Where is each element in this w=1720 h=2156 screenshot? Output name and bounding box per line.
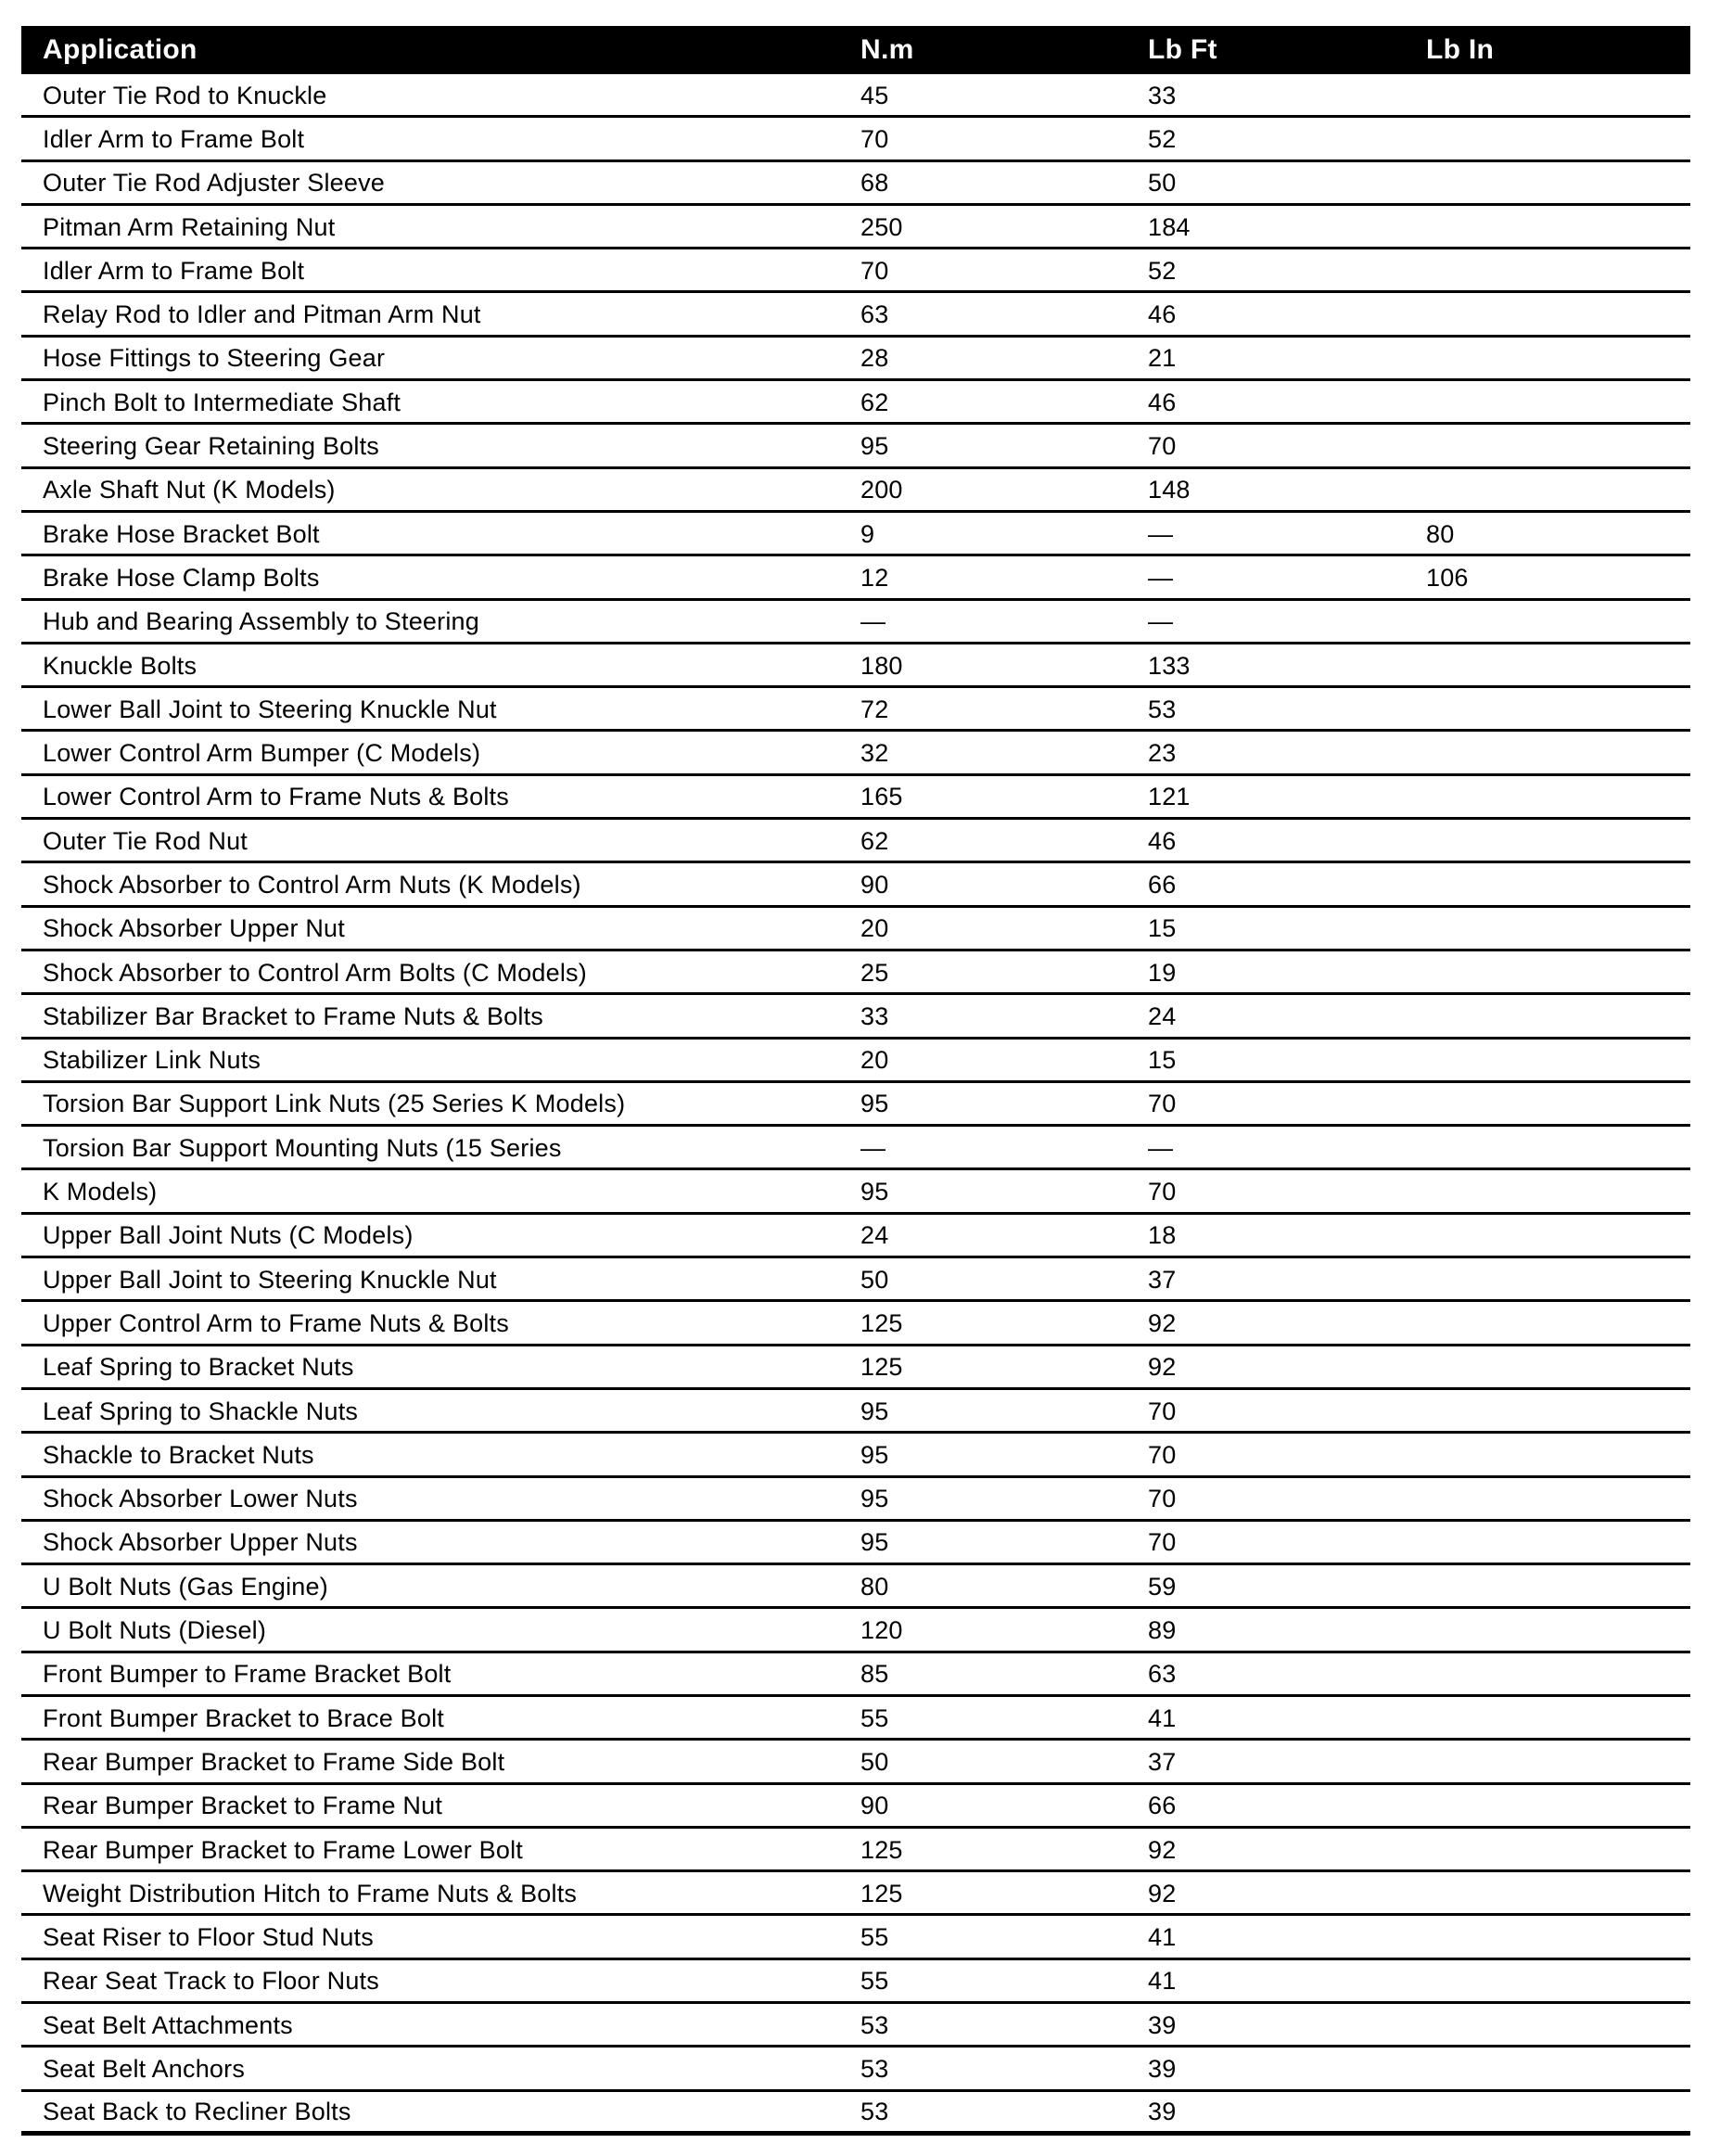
table-row	[21, 2004, 1690, 2048]
nm-value-cell: 95	[860, 1178, 889, 1206]
lbft-value-cell: 41	[1148, 1923, 1177, 1952]
nm-value-cell: 55	[860, 1703, 889, 1732]
lbft-value-cell: 70	[1148, 1440, 1177, 1469]
application-cell: Seat Riser to Floor Stud Nuts	[43, 1923, 374, 1952]
lbft-value-cell: 24	[1148, 1001, 1177, 1030]
lbft-value-cell: 70	[1148, 1090, 1177, 1118]
table-row	[21, 338, 1690, 381]
table-row	[21, 381, 1690, 425]
nm-value-cell: —	[860, 607, 886, 636]
lbft-value-cell: 46	[1148, 300, 1177, 329]
lbft-value-cell: 46	[1148, 388, 1177, 416]
table-body	[21, 74, 1690, 2136]
lbft-value-cell: 92	[1148, 1835, 1177, 1864]
nm-value-cell: 95	[860, 1485, 889, 1513]
table-row	[21, 951, 1690, 995]
application-cell: Seat Belt Anchors	[43, 2055, 246, 2083]
table-row	[21, 1390, 1690, 1434]
lbft-value-cell: 53	[1148, 695, 1177, 723]
application-cell: Leaf Spring to Shackle Nuts	[43, 1397, 359, 1425]
nm-value-cell: 120	[860, 1616, 903, 1645]
nm-value-cell: 250	[860, 212, 903, 241]
lbft-value-cell: 18	[1148, 1221, 1177, 1250]
nm-value-cell: 180	[860, 651, 903, 680]
table-row	[21, 863, 1690, 907]
table-row	[21, 1785, 1690, 1829]
nm-value-cell: 20	[860, 914, 889, 943]
table-row	[21, 2092, 1690, 2136]
application-cell: Lower Control Arm to Frame Nuts & Bolts	[43, 783, 509, 811]
application-cell: Relay Rod to Idler and Pitman Arm Nut	[43, 300, 481, 329]
nm-value-cell: 90	[860, 870, 889, 899]
lbft-value-cell: 184	[1148, 212, 1191, 241]
table-row	[21, 1609, 1690, 1652]
application-cell: Weight Distribution Hitch to Frame Nuts & Bolts	[43, 1879, 578, 1907]
table-row	[21, 908, 1690, 951]
table-row	[21, 1522, 1690, 1565]
table-row	[21, 1083, 1690, 1127]
lbft-value-cell: 39	[1148, 2055, 1177, 2083]
application-cell: Torsion Bar Support Mounting Nuts (15 Series	[43, 1133, 562, 1162]
application-cell: K Models)	[43, 1178, 158, 1206]
nm-value-cell: 125	[860, 1879, 903, 1907]
nm-value-cell: 50	[860, 1747, 889, 1776]
table-row	[21, 1258, 1690, 1302]
nm-value-cell: 200	[860, 476, 903, 504]
table-row	[21, 688, 1690, 732]
nm-value-cell: 20	[860, 1046, 889, 1075]
table-row	[21, 1434, 1690, 1477]
application-cell: U Bolt Nuts (Gas Engine)	[43, 1572, 328, 1601]
lbft-value-cell: 89	[1148, 1616, 1177, 1645]
table-row	[21, 1829, 1690, 1872]
nm-value-cell: 95	[860, 1397, 889, 1425]
lbft-value-cell: 92	[1148, 1879, 1177, 1907]
lbft-value-cell: 39	[1148, 2010, 1177, 2039]
table-row	[21, 820, 1690, 863]
lbft-value-cell: 70	[1148, 432, 1177, 461]
table-row	[21, 995, 1690, 1039]
application-cell: Axle Shaft Nut (K Models)	[43, 476, 336, 504]
lbft-value-cell: 41	[1148, 1703, 1177, 1732]
lbft-value-cell: 70	[1148, 1178, 1177, 1206]
nm-value-cell: 53	[860, 2010, 889, 2039]
nm-value-cell: 70	[860, 124, 889, 153]
lbft-value-cell: 66	[1148, 1792, 1177, 1820]
application-cell: Brake Hose Bracket Bolt	[43, 519, 320, 548]
table-row	[21, 206, 1690, 249]
lbft-value-cell: 19	[1148, 958, 1177, 987]
table-row	[21, 1916, 1690, 1959]
table-row	[21, 425, 1690, 468]
application-cell: Shock Absorber to Control Arm Nuts (K Models)	[43, 870, 581, 899]
nm-value-cell: 125	[860, 1835, 903, 1864]
nm-value-cell: —	[860, 1133, 886, 1162]
lbin-value-cell: 106	[1426, 563, 1469, 592]
table-row	[21, 1478, 1690, 1522]
lbft-value-cell: 21	[1148, 344, 1177, 373]
application-cell: Front Bumper to Frame Bracket Bolt	[43, 1660, 452, 1689]
table-row	[21, 1170, 1690, 1214]
application-cell: Shock Absorber Upper Nut	[43, 914, 345, 943]
column-header-lbin: Lb In	[1426, 34, 1495, 65]
application-cell: U Bolt Nuts (Diesel)	[43, 1616, 267, 1645]
lbft-value-cell: 148	[1148, 476, 1191, 504]
table-row	[21, 513, 1690, 556]
lbin-value-cell: 80	[1426, 519, 1455, 548]
lbft-value-cell: 37	[1148, 1265, 1177, 1294]
table-row	[21, 1302, 1690, 1346]
table-row	[21, 732, 1690, 775]
nm-value-cell: 125	[860, 1353, 903, 1382]
table-row	[21, 1127, 1690, 1170]
application-cell: Rear Bumper Bracket to Frame Side Bolt	[43, 1747, 505, 1776]
table-row	[21, 1565, 1690, 1609]
nm-value-cell: 95	[860, 1090, 889, 1118]
nm-value-cell: 62	[860, 388, 889, 416]
application-cell: Steering Gear Retaining Bolts	[43, 432, 379, 461]
lbft-value-cell: 66	[1148, 870, 1177, 899]
lbft-value-cell: 70	[1148, 1397, 1177, 1425]
lbft-value-cell: 37	[1148, 1747, 1177, 1776]
nm-value-cell: 33	[860, 1001, 889, 1030]
application-cell: Pitman Arm Retaining Nut	[43, 212, 336, 241]
application-cell: Shock Absorber to Control Arm Bolts (C Models)	[43, 958, 587, 987]
application-cell: Brake Hose Clamp Bolts	[43, 563, 320, 592]
table-row	[21, 162, 1690, 206]
application-cell: Rear Bumper Bracket to Frame Lower Bolt	[43, 1835, 523, 1864]
lbft-value-cell: —	[1148, 607, 1174, 636]
table-row	[21, 776, 1690, 820]
nm-value-cell: 63	[860, 300, 889, 329]
lbft-value-cell: 121	[1148, 783, 1191, 811]
application-cell: Upper Control Arm to Frame Nuts & Bolts	[43, 1308, 509, 1337]
application-cell: Rear Seat Track to Floor Nuts	[43, 1967, 379, 1996]
nm-value-cell: 95	[860, 1440, 889, 1469]
table-row	[21, 1872, 1690, 1916]
table-row	[21, 1040, 1690, 1083]
table-row	[21, 74, 1690, 118]
application-cell: Rear Bumper Bracket to Frame Nut	[43, 1792, 443, 1820]
lbft-value-cell: 92	[1148, 1308, 1177, 1337]
nm-value-cell: 50	[860, 1265, 889, 1294]
application-cell: Hose Fittings to Steering Gear	[43, 344, 386, 373]
lbft-value-cell: 41	[1148, 1967, 1177, 1996]
lbft-value-cell: 52	[1148, 256, 1177, 285]
table-row	[21, 249, 1690, 293]
table-row	[21, 1215, 1690, 1258]
column-header-lbft: Lb Ft	[1148, 34, 1217, 65]
nm-value-cell: 95	[860, 432, 889, 461]
lbft-value-cell: —	[1148, 563, 1174, 592]
nm-value-cell: 25	[860, 958, 889, 987]
lbft-value-cell: 63	[1148, 1660, 1177, 1689]
nm-value-cell: 80	[860, 1572, 889, 1601]
lbft-value-cell: 70	[1148, 1485, 1177, 1513]
table-row	[21, 644, 1690, 688]
application-cell: Front Bumper Bracket to Brace Bolt	[43, 1703, 444, 1732]
nm-value-cell: 70	[860, 256, 889, 285]
application-cell: Upper Ball Joint to Steering Knuckle Nut	[43, 1265, 497, 1294]
lbft-value-cell: 59	[1148, 1572, 1177, 1601]
torque-spec-table	[21, 26, 1690, 2136]
application-cell: Pinch Bolt to Intermediate Shaft	[43, 388, 401, 416]
application-cell: Hub and Bearing Assembly to Steering	[43, 607, 479, 636]
nm-value-cell: 62	[860, 826, 889, 855]
nm-value-cell: 28	[860, 344, 889, 373]
nm-value-cell: 32	[860, 739, 889, 768]
lbft-value-cell: 39	[1148, 2098, 1177, 2126]
lbft-value-cell: 46	[1148, 826, 1177, 855]
nm-value-cell: 72	[860, 695, 889, 723]
lbft-value-cell: 52	[1148, 124, 1177, 153]
table-row	[21, 556, 1690, 600]
application-cell: Lower Control Arm Bumper (C Models)	[43, 739, 481, 768]
column-header-nm: N.m	[860, 34, 914, 65]
application-cell: Outer Tie Rod Adjuster Sleeve	[43, 169, 385, 198]
table-row	[21, 1741, 1690, 1784]
lbft-value-cell: 33	[1148, 81, 1177, 109]
table-row	[21, 1697, 1690, 1741]
table-row	[21, 469, 1690, 513]
lbft-value-cell: 133	[1148, 651, 1191, 680]
nm-value-cell: 45	[860, 81, 889, 109]
application-cell: Stabilizer Bar Bracket to Frame Nuts & Bolts	[43, 1001, 543, 1030]
nm-value-cell: 24	[860, 1221, 889, 1250]
application-cell: Knuckle Bolts	[43, 651, 197, 680]
lbft-value-cell: 92	[1148, 1353, 1177, 1382]
application-cell: Shackle to Bracket Nuts	[43, 1440, 314, 1469]
application-cell: Lower Ball Joint to Steering Knuckle Nut	[43, 695, 497, 723]
lbft-value-cell: —	[1148, 519, 1174, 548]
table-header-row	[21, 26, 1690, 74]
column-header-application: Application	[43, 34, 197, 65]
application-cell: Idler Arm to Frame Bolt	[43, 256, 305, 285]
application-cell: Shock Absorber Lower Nuts	[43, 1485, 358, 1513]
table-row	[21, 601, 1690, 644]
application-cell: Seat Belt Attachments	[43, 2010, 293, 2039]
table-row	[21, 2048, 1690, 2091]
table-row	[21, 118, 1690, 161]
nm-value-cell: 95	[860, 1528, 889, 1557]
table-row	[21, 1653, 1690, 1697]
lbft-value-cell: 50	[1148, 169, 1177, 198]
table-row	[21, 1960, 1690, 2004]
application-cell: Torsion Bar Support Link Nuts (25 Series K Models)	[43, 1090, 626, 1118]
lbft-value-cell: —	[1148, 1133, 1174, 1162]
application-cell: Stabilizer Link Nuts	[43, 1046, 261, 1075]
lbft-value-cell: 15	[1148, 1046, 1177, 1075]
lbft-value-cell: 70	[1148, 1528, 1177, 1557]
application-cell: Idler Arm to Frame Bolt	[43, 124, 305, 153]
lbft-value-cell: 15	[1148, 914, 1177, 943]
table-row	[21, 293, 1690, 337]
nm-value-cell: 125	[860, 1308, 903, 1337]
application-cell: Seat Back to Recliner Bolts	[43, 2098, 351, 2126]
nm-value-cell: 53	[860, 2098, 889, 2126]
nm-value-cell: 165	[860, 783, 903, 811]
application-cell: Shock Absorber Upper Nuts	[43, 1528, 358, 1557]
application-cell: Outer Tie Rod to Knuckle	[43, 81, 327, 109]
nm-value-cell: 90	[860, 1792, 889, 1820]
nm-value-cell: 68	[860, 169, 889, 198]
application-cell: Outer Tie Rod Nut	[43, 826, 248, 855]
nm-value-cell: 53	[860, 2055, 889, 2083]
lbft-value-cell: 23	[1148, 739, 1177, 768]
nm-value-cell: 12	[860, 563, 889, 592]
nm-value-cell: 85	[860, 1660, 889, 1689]
application-cell: Upper Ball Joint Nuts (C Models)	[43, 1221, 414, 1250]
application-cell: Leaf Spring to Bracket Nuts	[43, 1353, 354, 1382]
nm-value-cell: 55	[860, 1967, 889, 1996]
nm-value-cell: 55	[860, 1923, 889, 1952]
nm-value-cell: 9	[860, 519, 875, 548]
table-row	[21, 1346, 1690, 1390]
